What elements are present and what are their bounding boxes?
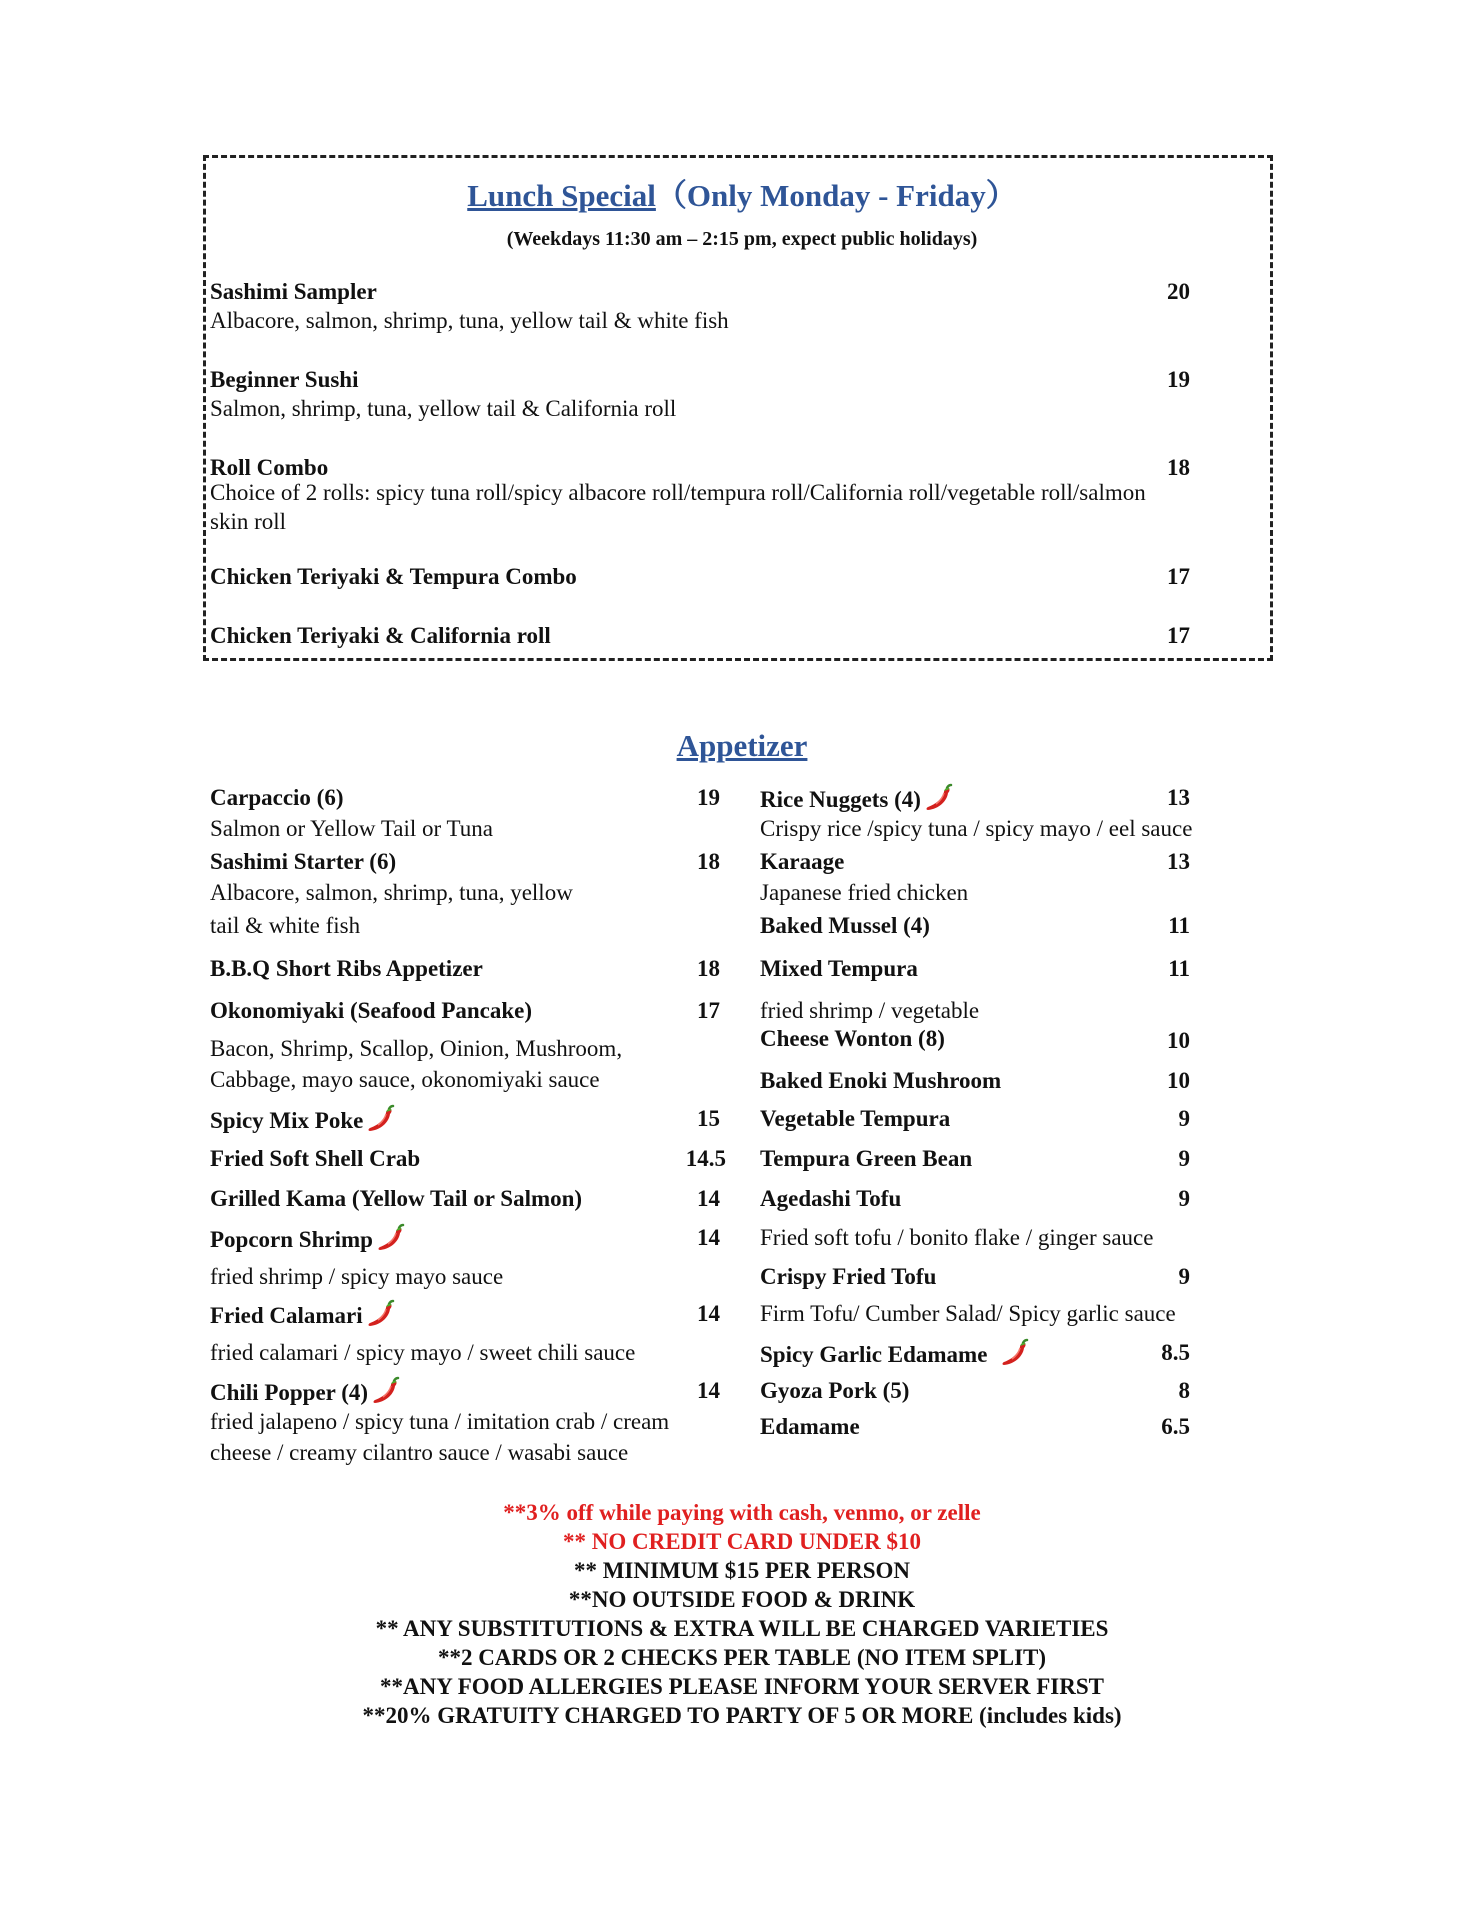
menu-item-desc-continued: Cabbage, mayo sauce, okonomiyaki sauce [210,1067,600,1092]
lunch-special-hours: (Weekdays 11:30 am – 2:15 pm, expect public holidays) [506,228,978,250]
menu-item-name: Vegetable Tempura [760,1106,951,1131]
menu-item-name [210,1104,395,1134]
menu-item-desc: fried jalapeno / spicy tuna / imitation crab / cream [210,1409,670,1434]
menu-item-price: 19 [697,785,720,810]
policy-note-minimum: ** MINIMUM $15 PER PERSON [573,1558,911,1583]
menu-item-price: 10 [1167,1068,1190,1093]
menu-item-price: 17 [697,998,720,1023]
policy-note-substitutions: ** ANY SUBSTITUTIONS & EXTRA WILL BE CHARGED VARIETIES [375,1616,1109,1641]
menu-item-price: 14 [697,1225,720,1250]
menu-item-name-text: Fried Calamari [210,1303,363,1328]
menu-item-price: 9 [1178,1264,1190,1289]
menu-item-desc: Albacore, salmon, shrimp, tuna, yellow tail & white fish [210,308,729,333]
menu-item-price: 13 [1167,849,1190,874]
menu-item-price: 20 [1167,279,1190,304]
menu-item-name: Gyoza Pork (5) [760,1378,910,1403]
menu-item-name: Grilled Kama (Yellow Tail or Salmon) [210,1186,583,1211]
menu-item-name: Agedashi Tofu [760,1186,902,1211]
menu-item-name: Cheese Wonton (8) [760,1026,945,1051]
menu-item-desc: Japanese fried chicken [760,880,969,905]
menu-item-price: 11 [1168,913,1190,938]
menu-item-name-text: Chili Popper (4) [210,1380,369,1405]
lunch-title-text: Lunch Special [467,178,656,213]
menu-item-price: 14.5 [685,1146,726,1171]
menu-item-desc: Bacon, Shrimp, Scallop, Oinion, Mushroom, [210,1036,623,1061]
menu-item-price: 11 [1168,956,1190,981]
policy-note-credit-card: ** NO CREDIT CARD UNDER $10 [562,1529,922,1554]
menu-item-price: 13 [1167,785,1190,810]
menu-item-price: 14 [697,1301,720,1326]
menu-item-name: Karaage [760,849,845,874]
menu-item-price: 18 [697,956,720,981]
menu-item-desc: fried calamari / spicy mayo / sweet chili sauce [210,1340,636,1365]
chili-pepper-icon [375,1223,405,1253]
menu-item-desc: Salmon or Yellow Tail or Tuna [210,816,493,841]
menu-item-desc: Albacore, salmon, shrimp, tuna, yellow [210,880,573,905]
menu-item-price: 18 [697,849,720,874]
menu-item-price: 8.5 [1161,1340,1190,1365]
menu-item-price: 18 [1167,455,1190,480]
menu-item-price: 9 [1178,1186,1190,1211]
policy-note-split: **2 CARDS OR 2 CHECKS PER TABLE (NO ITEM SPLIT) [437,1645,1047,1670]
menu-item-price: 17 [1167,564,1190,589]
menu-item-price: 9 [1178,1106,1190,1131]
policy-note-gratuity: **20% GRATUITY CHARGED TO PARTY OF 5 OR MORE (includes kids) [362,1703,1122,1728]
menu-item-name: Sashimi Sampler [210,279,377,304]
menu-item-desc-continued: skin roll [210,509,287,534]
menu-item-name: Sashimi Starter (6) [210,849,397,874]
menu-item-price: 10 [1167,1028,1190,1053]
menu-item-name: B.B.Q Short Ribs Appetizer [210,956,483,981]
menu-item-name: Chicken Teriyaki & California roll [210,623,551,648]
chili-pepper-icon [923,783,953,813]
lunch-special-title [0,170,1484,215]
menu-item-desc: Fried soft tofu / bonito flake / ginger sauce [760,1225,1154,1250]
menu-item-price: 14 [697,1186,720,1211]
menu-item-desc: fried shrimp / vegetable [760,998,980,1023]
menu-item-name: Okonomiyaki (Seafood Pancake) [210,998,533,1023]
lunch-title-suffix: （Only Monday - Friday） [655,178,1017,213]
menu-item-desc: Crispy rice /spicy tuna / spicy mayo / eel sauce [760,816,1193,841]
menu-item-name [760,1338,1029,1368]
appetizer-title-text: Appetizer [676,728,808,763]
menu-item-name: Roll Combo [210,455,329,480]
menu-item-price: 14 [697,1378,720,1403]
menu-item-name: Mixed Tempura [760,956,918,981]
menu-item-name: Fried Soft Shell Crab [210,1146,421,1171]
menu-item-price: 9 [1178,1146,1190,1171]
menu-item-name [210,1376,400,1406]
menu-item-desc-continued: tail & white fish [210,913,361,938]
menu-item-name-text: Rice Nuggets (4) [760,787,921,812]
appetizer-title [0,728,1484,764]
chili-pepper-icon [365,1104,395,1134]
menu-item-name: Tempura Green Bean [760,1146,973,1171]
menu-item-name: Crispy Fried Tofu [760,1264,937,1289]
menu-item-price: 17 [1167,623,1190,648]
menu-item-name: Edamame [760,1414,860,1439]
menu-item-desc: Firm Tofu/ Cumber Salad/ Spicy garlic sauce [760,1301,1176,1326]
chili-pepper-icon [365,1299,395,1329]
menu-item-desc: Choice of 2 rolls: spicy tuna roll/spicy albacore roll/tempura roll/California roll/vegetable roll/salmon [210,480,1146,505]
menu-item-name [760,783,953,813]
menu-item-name [210,1223,405,1253]
policy-note-allergies: **ANY FOOD ALLERGIES PLEASE INFORM YOUR SERVER FIRST [379,1674,1104,1699]
menu-item-name [210,1299,395,1329]
menu-item-desc: Salmon, shrimp, tuna, yellow tail & California roll [210,396,677,421]
menu-item-price: 6.5 [1161,1414,1190,1439]
menu-item-name-text: Spicy Garlic Edamame [760,1342,988,1367]
menu-item-name: Baked Mussel (4) [760,913,930,938]
menu-item-name: Baked Enoki Mushroom [760,1068,1002,1093]
chili-pepper-icon [370,1376,400,1406]
menu-item-name: Beginner Sushi [210,367,359,392]
policy-note-discount: **3% off while paying with cash, venmo, or zelle [503,1500,981,1525]
chili-pepper-icon [999,1338,1029,1368]
menu-item-price: 19 [1167,367,1190,392]
menu-item-price: 15 [697,1106,720,1131]
menu-item-desc-continued: cheese / creamy cilantro sauce / wasabi sauce [210,1440,629,1465]
menu-item-name-text: Popcorn Shrimp [210,1227,373,1252]
policy-note-outside-food: **NO OUTSIDE FOOD & DRINK [568,1587,916,1612]
menu-item-name: Carpaccio (6) [210,785,344,810]
menu-item-price: 8 [1178,1378,1190,1403]
menu-item-desc: fried shrimp / spicy mayo sauce [210,1264,504,1289]
menu-item-name: Chicken Teriyaki & Tempura Combo [210,564,577,589]
menu-item-name-text: Spicy Mix Poke [210,1108,364,1133]
